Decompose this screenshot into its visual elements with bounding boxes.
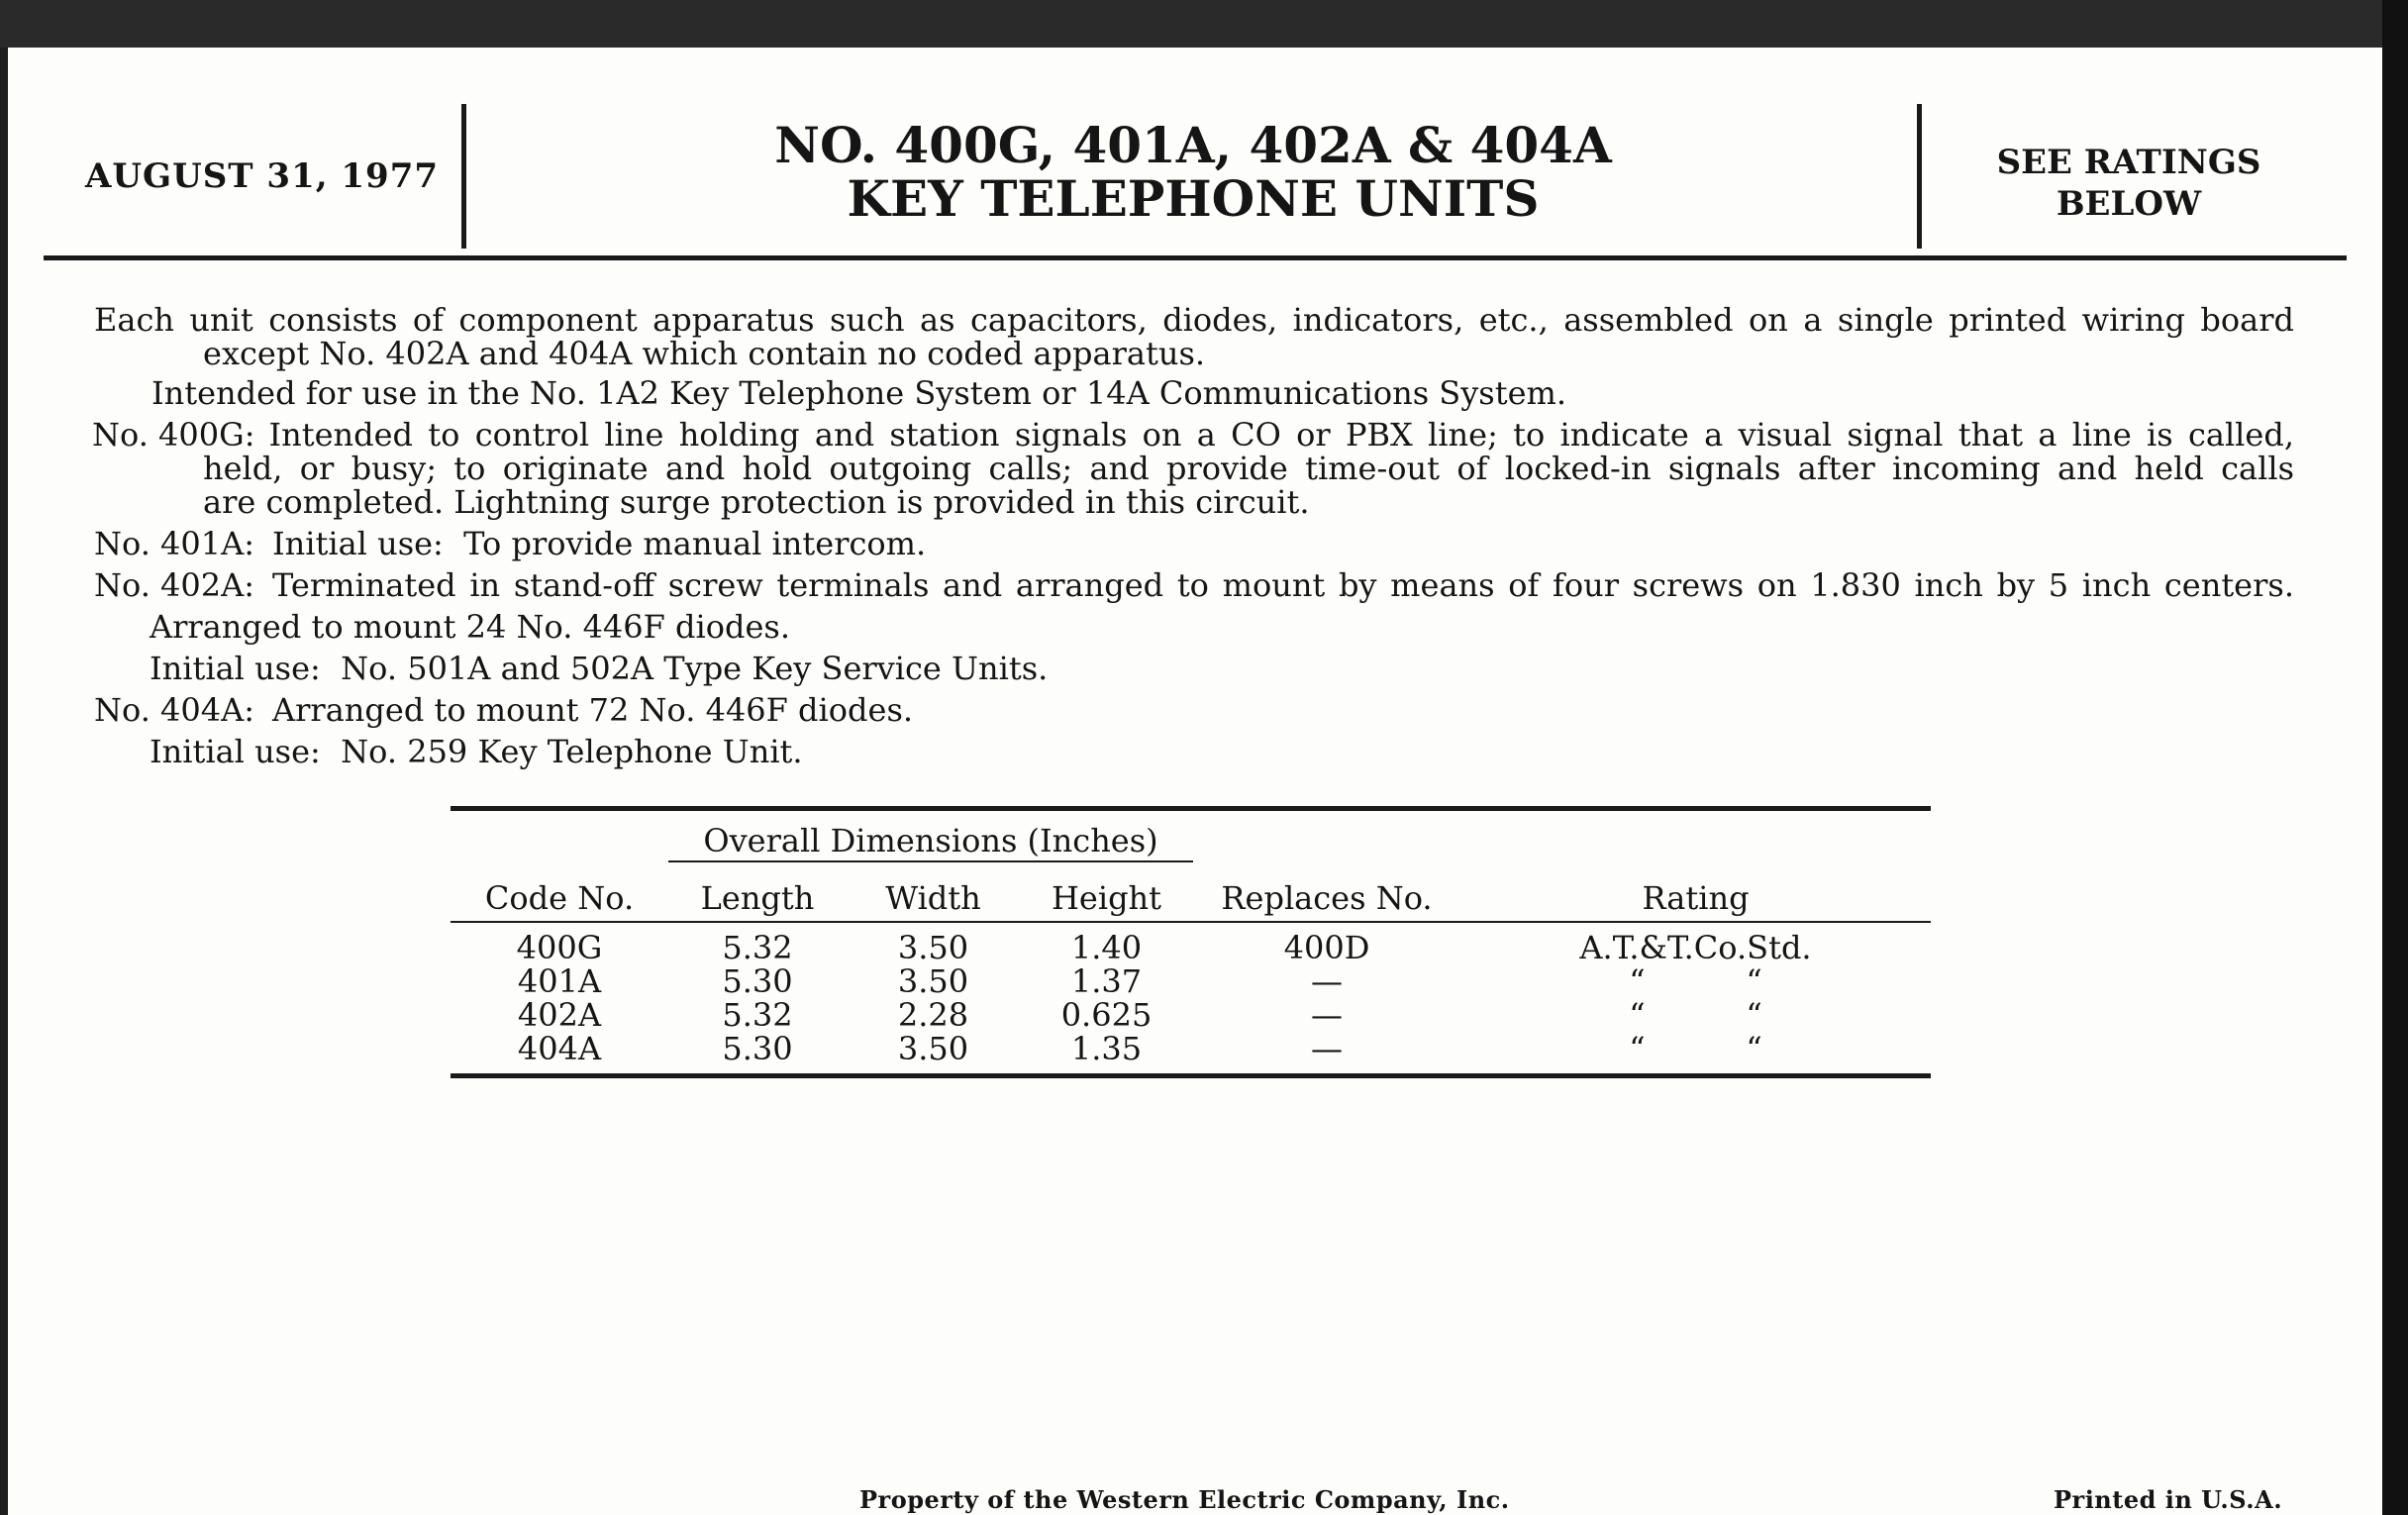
table-row (451, 964, 1931, 998)
table-row (451, 931, 1931, 964)
text-400g-line3: are completed. Lightning surge protection is provided in this circuit. (203, 483, 1310, 521)
cell-width: 2.28 (897, 996, 969, 1034)
text-404a: Arranged to mount 72 No. 446F diodes. (272, 691, 914, 729)
text-402a-mount: Arranged to mount 24 No. 446F diodes. (150, 608, 791, 646)
table-row (451, 1032, 1931, 1065)
paragraph-401a (94, 527, 2294, 560)
cell-replaces: — (1311, 1030, 1343, 1067)
table-group-header-row (451, 821, 1931, 861)
col-header-replaces: Replaces No. (1221, 879, 1433, 917)
cell-length: 5.32 (722, 929, 793, 966)
label-404a: No. 404A: (94, 691, 255, 729)
col-header-width: Width (885, 879, 981, 917)
document-page (8, 48, 2392, 1515)
description-body (94, 295, 2294, 768)
cell-height: 0.625 (1060, 996, 1153, 1034)
header-rating-note (1965, 142, 2292, 225)
document-title-line1: NO. 400G, 401A, 402A & 404A (774, 116, 1612, 174)
cell-rating: “ “ (1629, 1030, 1762, 1067)
col-header-height: Height (1051, 879, 1162, 917)
table-header-row (451, 861, 1931, 922)
header-bottom-rule (44, 255, 2347, 260)
header-divider-right (1917, 104, 1922, 249)
footer-property: Property of the Western Electric Company, Inc. (859, 1485, 1510, 1514)
text-402a: Terminated in stand-off screw terminals and arranged to mount by means of four screws on 1.830 inch by 5 inch centers. (272, 566, 2294, 604)
cell-code: 404A (517, 1030, 602, 1067)
text-402a-use: Initial use: No. 501A and 502A Type Key Service Units. (150, 650, 1049, 687)
issue-date: AUGUST 31, 1977 (85, 156, 440, 196)
label-400g: No. 400G: (92, 416, 255, 454)
cell-rating: “ “ (1629, 962, 1762, 1000)
cell-width: 3.50 (897, 929, 969, 966)
cell-length: 5.32 (722, 996, 793, 1034)
cell-rating: A.T.&T.Co.Std. (1579, 929, 1812, 966)
cell-height: 1.35 (1070, 1030, 1143, 1067)
cell-height: 1.37 (1070, 962, 1143, 1000)
footer-printed: Printed in U.S.A. (2054, 1485, 2283, 1514)
cell-rating: “ “ (1629, 996, 1762, 1034)
cell-length: 5.30 (722, 962, 793, 1000)
label-402a: No. 402A: (94, 566, 255, 604)
col-header-rating: Rating (1642, 879, 1750, 917)
text-400g-line1: Intended to control line holding and station signals on a CO or PBX line; to indicate a visual signal that a line is called, (268, 416, 2294, 454)
intended-use: Intended for use in the No. 1A2 Key Telephone System or 14A Communications System. (151, 374, 1567, 412)
col-header-length: Length (700, 879, 815, 917)
cell-width: 3.50 (897, 962, 969, 1000)
document-title-line2: KEY TELEPHONE UNITS (847, 169, 1540, 228)
cell-height: 1.40 (1070, 929, 1143, 966)
col-header-code: Code No. (484, 879, 635, 917)
text-400g-line2: held, or busy; to originate and hold outgoing calls; and provide time-out of locked-in signals after incoming and held calls (203, 450, 2294, 487)
text-404a-use: Initial use: No. 259 Key Telephone Unit. (150, 733, 803, 770)
paragraph-402a (94, 568, 2294, 602)
paragraph-404a (94, 693, 2294, 727)
dimensions-table (451, 806, 1931, 1078)
paragraph-400g (94, 418, 2294, 452)
cell-code: 401A (517, 962, 602, 1000)
rating-note-line2: BELOW (2056, 184, 2202, 224)
scan-top-border (0, 0, 2408, 48)
intro-line-1: Each unit consists of component apparatus such as capacitors, diodes, indicators, etc., assembled on a single printed wiring board (94, 301, 2294, 339)
overall-dimensions-header: Overall Dimensions (Inches) (668, 821, 1193, 861)
cell-replaces: — (1311, 996, 1343, 1034)
intro-line-2: except No. 402A and 404A which contain no coded apparatus. (203, 335, 1206, 372)
scan-right-border (2382, 0, 2408, 1515)
cell-width: 3.50 (897, 1030, 969, 1067)
label-401a: No. 401A: (94, 525, 255, 562)
cell-code: 400G (516, 929, 603, 966)
table-row (451, 998, 1931, 1032)
cell-replaces: 400D (1283, 929, 1370, 966)
cell-replaces: — (1311, 962, 1343, 1000)
cell-code: 402A (517, 996, 602, 1034)
rating-note-line1: SEE RATINGS (1996, 143, 2261, 182)
cell-length: 5.30 (722, 1030, 793, 1067)
text-401a: Initial use: To provide manual intercom. (272, 525, 927, 562)
